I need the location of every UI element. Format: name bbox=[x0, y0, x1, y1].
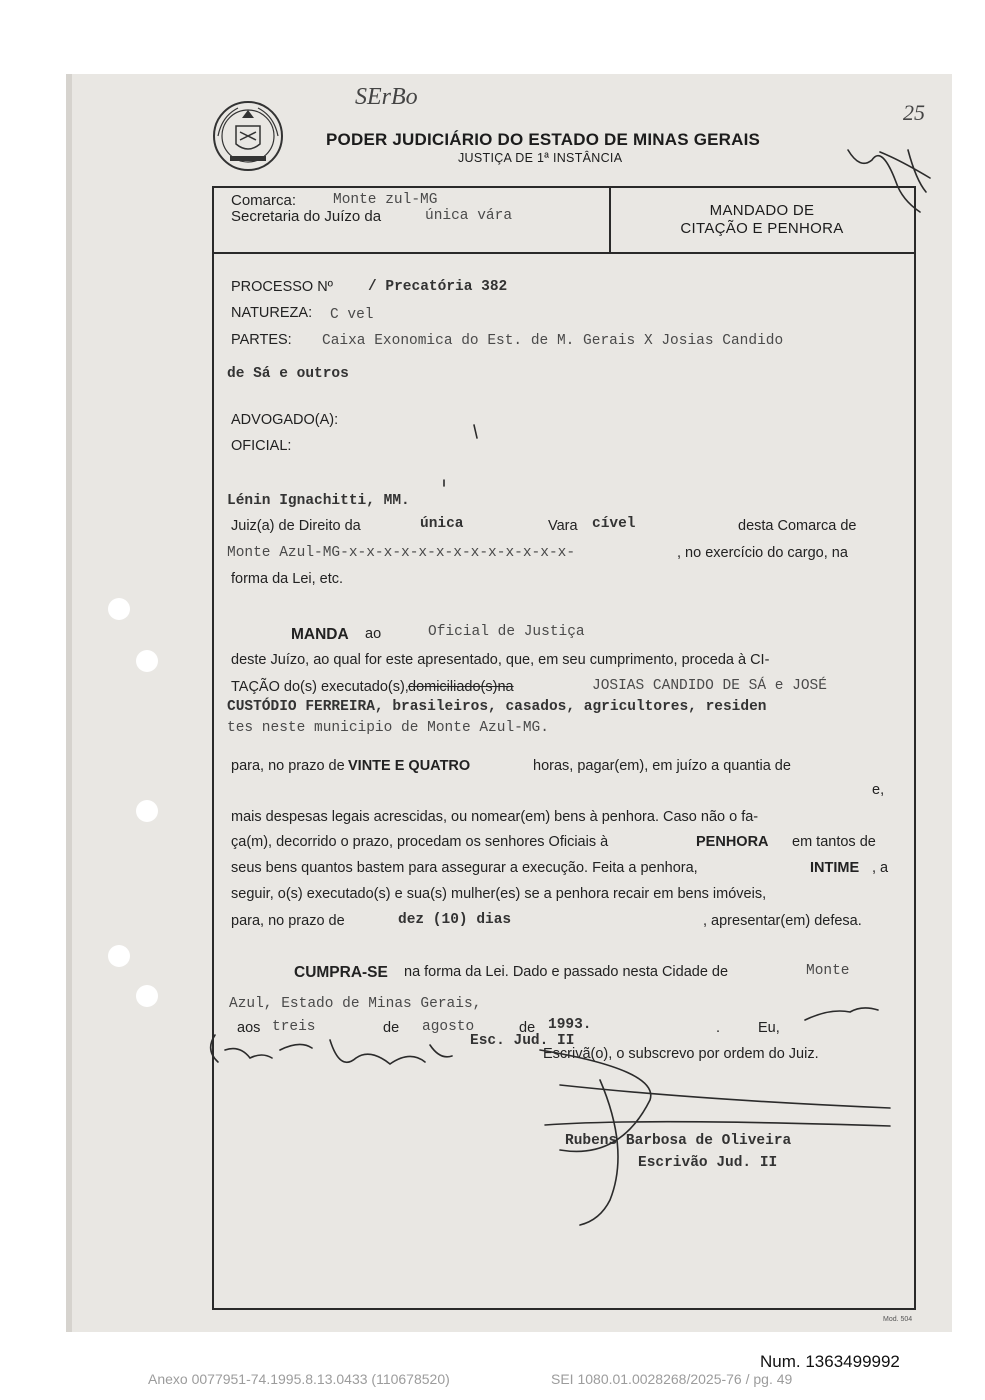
prazo-bold: VINTE E QUATRO bbox=[348, 758, 471, 774]
document-type-line-2: CITAÇÃO E PENHORA bbox=[680, 220, 844, 237]
aos-label: aos bbox=[237, 1020, 261, 1036]
oficial-value: Oficial de Justiça bbox=[428, 624, 585, 640]
exercicio-label: , no exercício do cargo, na bbox=[677, 545, 848, 561]
paragraph-2-line-2-suffix: em tantos de bbox=[792, 834, 876, 850]
court-subtitle: JUSTIÇA DE 1ª INSTÂNCIA bbox=[458, 151, 623, 165]
judge-name: Lénin Ignachitti, MM. bbox=[227, 493, 410, 509]
manda-line-3: CUSTÓDIO FERREIRA, brasileiros, casados, agricultores, residen bbox=[227, 699, 767, 715]
desta-comarca-label: desta Comarca de bbox=[738, 518, 857, 534]
escrivao-label: Escrivã(o), o subscrevo por ordem do Juiz. bbox=[543, 1046, 819, 1062]
court-title: PODER JUDICIÁRIO DO ESTADO DE MINAS GERAIS bbox=[326, 130, 761, 149]
manda-line-2-struck: domiciliado(s)na bbox=[408, 679, 514, 695]
vara-value: cível bbox=[592, 516, 636, 532]
advogado-label: ADVOGADO(A): bbox=[231, 412, 339, 428]
e-label: e, bbox=[872, 782, 885, 798]
cumpra-se-label: CUMPRA-SE bbox=[294, 964, 388, 981]
paragraph-2-line-5-prefix: para, no prazo de bbox=[231, 913, 345, 929]
intime-bold: INTIME bbox=[810, 860, 860, 876]
paragraph-2-line-1: mais despesas legais acrescidas, ou nomear(em) bens à penhora. Caso não o fa- bbox=[231, 809, 759, 825]
anexo-reference: Anexo 0077951-74.1995.8.13.0433 (110678520) bbox=[148, 1371, 450, 1387]
date-dot: . bbox=[716, 1020, 721, 1036]
manda-line-4: tes neste municipio de Monte Azul-MG. bbox=[227, 720, 549, 736]
juiz-label: Juiz(a) de Direito da bbox=[231, 518, 361, 534]
juiz-value: única bbox=[420, 516, 464, 532]
secretaria-value: única vára bbox=[425, 208, 513, 224]
natureza-value: C vel bbox=[330, 307, 374, 323]
document-number: Num. 1363499992 bbox=[760, 1352, 900, 1371]
signatory-name: Rubens Barbosa de Oliveira bbox=[565, 1133, 792, 1149]
sei-reference: SEI 1080.01.0028268/2025-76 / pg. 49 bbox=[551, 1371, 793, 1387]
day-value: treis bbox=[272, 1019, 316, 1035]
paragraph-2-line-4: seguir, o(s) executado(s) e sua(s) mulher(es) se a penhora recair em bens imóveis, bbox=[231, 886, 767, 902]
manda-line-1: deste Juízo, ao qual for este apresentado, que, em seu cumprimento, proceda à CI- bbox=[231, 652, 770, 668]
eu-label: Eu, bbox=[758, 1020, 780, 1036]
processo-value: / Precatória 382 bbox=[368, 279, 508, 295]
year-value: 1993. bbox=[548, 1017, 592, 1033]
comarca-label: Comarca: bbox=[231, 192, 297, 209]
secretaria-label: Secretaria do Juízo da bbox=[231, 208, 382, 225]
vara-label: Vara bbox=[548, 518, 578, 534]
signatory-title: Escrivão Jud. II bbox=[638, 1155, 778, 1171]
ao-label: ao bbox=[365, 626, 382, 642]
partes-value-2: de Sá e outros bbox=[227, 366, 349, 382]
paragraph-2-line-3-suffix: , a bbox=[872, 860, 889, 876]
penhora-bold: PENHORA bbox=[696, 834, 769, 850]
manda-line-2-prefix: TAÇÃO do(s) executado(s), bbox=[231, 679, 409, 695]
cumpra-text: na forma da Lei. Dado e passado nesta Cidade de bbox=[404, 964, 729, 980]
prazo-prefix: para, no prazo de bbox=[231, 758, 345, 774]
paragraph-2-line-3-prefix: seus bens quantos bastem para assegurar a execução. Feita a penhora, bbox=[231, 860, 698, 876]
city-value-1: Monte bbox=[806, 963, 850, 979]
forma-label: forma da Lei, etc. bbox=[231, 571, 344, 587]
judge-comarca-value: Monte Azul-MG-x-x-x-x-x-x-x-x-x-x-x-x-x- bbox=[227, 545, 576, 561]
de-label-2: de bbox=[519, 1020, 536, 1036]
paragraph-2-line-5-suffix: , apresentar(em) defesa. bbox=[703, 913, 862, 929]
oficial-label: OFICIAL: bbox=[231, 438, 292, 454]
executados-names: JOSIAS CANDIDO DE SÁ e JOSÉ bbox=[592, 678, 827, 694]
handwritten-note: SErBo bbox=[355, 84, 418, 110]
partes-value-1: Caixa Exonomica do Est. de M. Gerais X Josias Candido bbox=[322, 333, 784, 349]
handwritten-page-number: 25 bbox=[903, 100, 925, 125]
processo-label: PROCESSO Nº bbox=[231, 279, 333, 295]
city-value-2: Azul, Estado de Minas Gerais, bbox=[229, 996, 482, 1012]
de-label-1: de bbox=[383, 1020, 400, 1036]
partes-label: PARTES: bbox=[231, 332, 292, 348]
form-code: Mod. 504 bbox=[883, 1316, 913, 1323]
escrivao-typed: Esc. Jud. II bbox=[470, 1033, 575, 1049]
manda-label: MANDA bbox=[291, 626, 349, 643]
prazo-suffix: horas, pagar(em), em juízo a quantia de bbox=[533, 758, 791, 774]
comarca-value: Monte zul-MG bbox=[333, 192, 438, 208]
document-type-line-1: MANDADO DE bbox=[709, 202, 815, 219]
prazo-defesa-value: dez (10) dias bbox=[398, 912, 512, 928]
natureza-label: NATUREZA: bbox=[231, 305, 313, 321]
paragraph-2-line-2-prefix: ça(m), decorrido o prazo, procedam os senhores Oficiais à bbox=[231, 834, 609, 850]
month-value: agosto bbox=[422, 1019, 475, 1035]
